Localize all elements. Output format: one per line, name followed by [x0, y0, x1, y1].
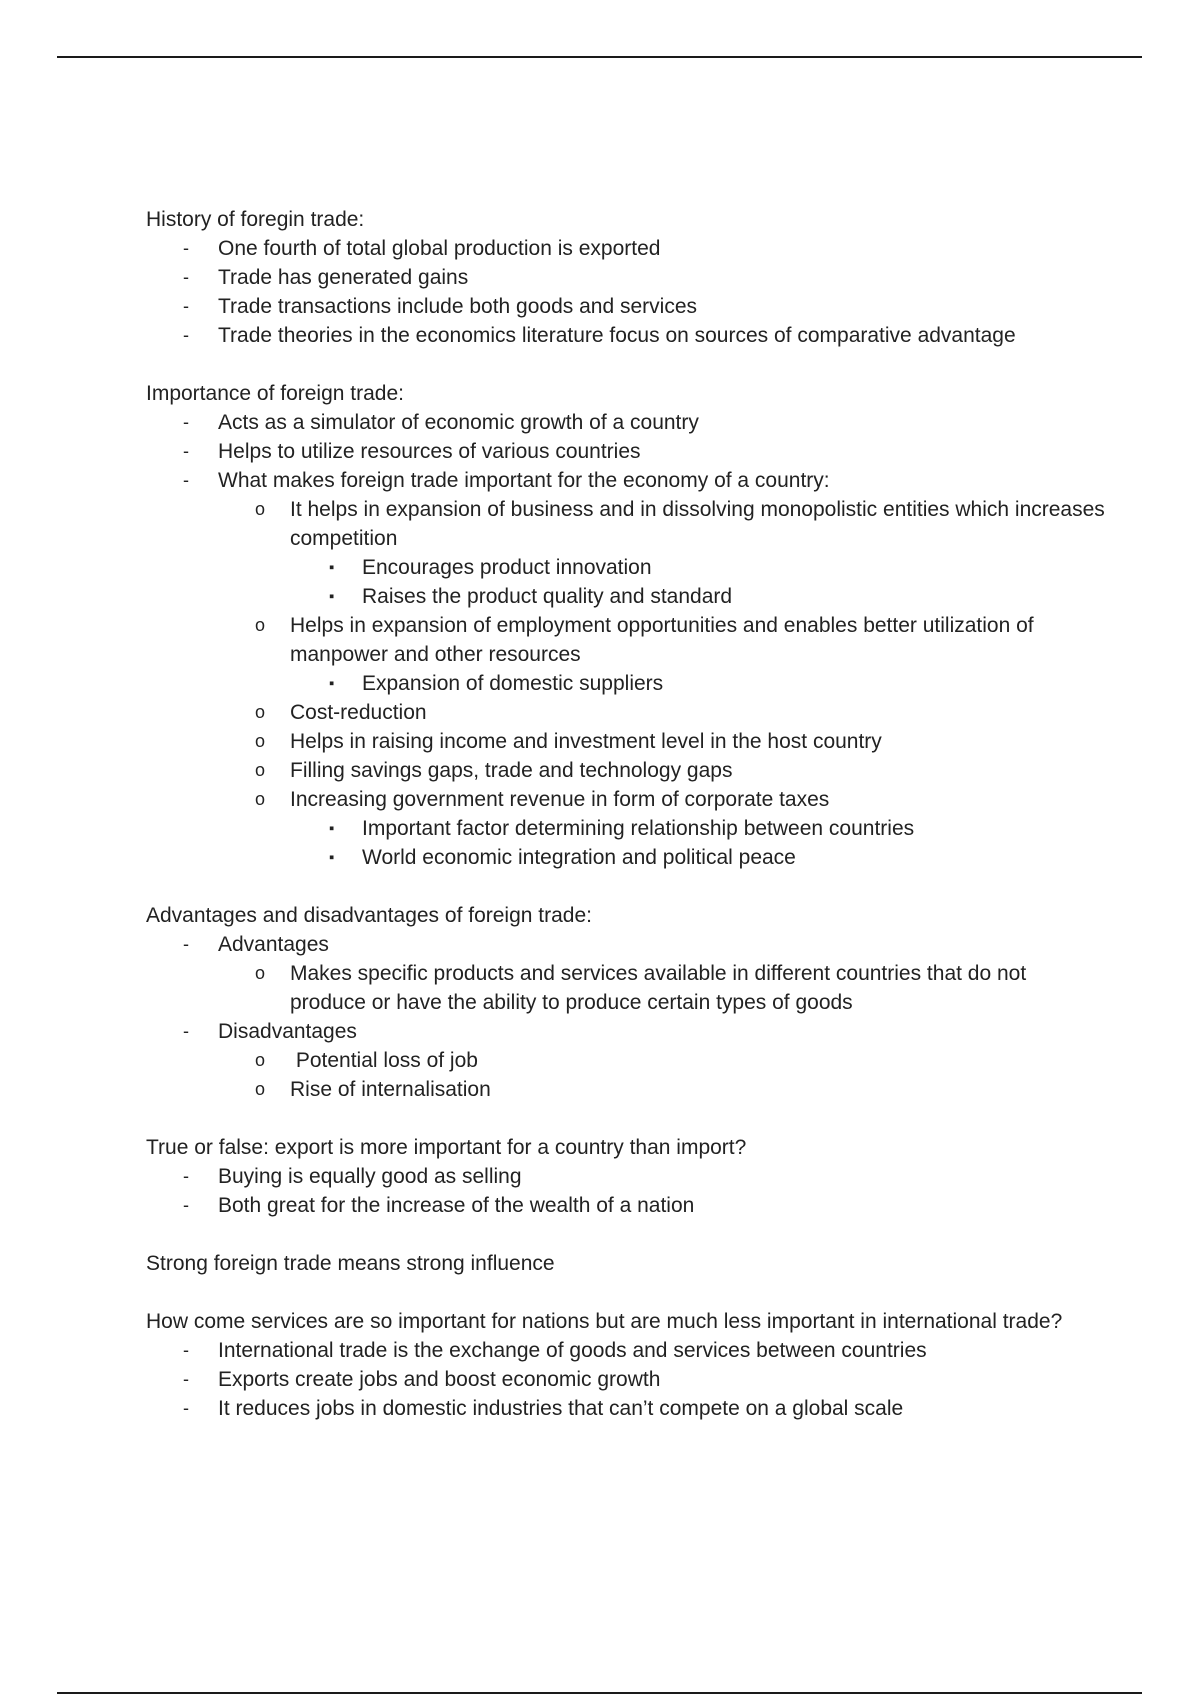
bullet-marker: ▪: [329, 559, 335, 576]
bullet-marker: o: [255, 1079, 266, 1099]
document-body: [146, 205, 1111, 1423]
bullet-marker: o: [255, 499, 266, 519]
section: [146, 379, 1111, 872]
list-item-text: Trade transactions include both goods and services: [218, 295, 698, 318]
bullet-marker: -: [183, 1166, 189, 1186]
bullet-marker: o: [255, 789, 266, 809]
list-item: [218, 495, 1111, 611]
bullet-marker: -: [183, 296, 189, 316]
list-item: [146, 437, 1106, 466]
list-item-text: Potential loss of job: [290, 1049, 478, 1072]
section: [146, 1307, 1106, 1423]
bullet-marker: -: [183, 238, 189, 258]
list-item: [290, 553, 1106, 582]
list-item-text: Buying is equally good as selling: [218, 1165, 522, 1188]
list-item-text: Trade theories in the economics literature focus on sources of comparative advantage: [218, 324, 1016, 347]
list-item: [146, 263, 1106, 292]
list-item-text: Helps to utilize resources of various countries: [218, 440, 641, 463]
list-item-text: Makes specific products and services available in different countries that do not produce or have the ability to produce certain types of goods: [290, 962, 1033, 1014]
section: [146, 1249, 1106, 1278]
list-item: [218, 959, 1106, 1017]
bullet-list-level-1: [146, 930, 1106, 1104]
bullet-list-level-2: [218, 495, 1111, 872]
list-item-text: Filling savings gaps, trade and technology gaps: [290, 759, 733, 782]
bullet-list-level-1: [146, 1336, 1106, 1423]
list-item: [146, 466, 1111, 872]
list-item-text: Helps in expansion of employment opportunities and enables better utilization of manpower and other resources: [290, 614, 1040, 666]
bullet-list-level-1: [146, 234, 1106, 350]
bottom-rule: [57, 1692, 1142, 1694]
list-item: [146, 1191, 1106, 1220]
bullet-list-level-3: [290, 669, 1106, 698]
list-item-text: Important factor determining relationship between countries: [362, 817, 915, 840]
list-item-text: Increasing government revenue in form of corporate taxes: [290, 788, 830, 811]
list-item-text: Disadvantages: [218, 1020, 357, 1043]
bullet-marker: ▪: [329, 675, 335, 692]
list-item-text: Encourages product innovation: [362, 556, 652, 579]
bullet-marker: ▪: [329, 588, 335, 605]
list-item-text: Both great for the increase of the wealth of a nation: [218, 1194, 695, 1217]
list-item: [290, 843, 1106, 872]
list-item-text: It helps in expansion of business and in dissolving monopolistic entities which increases competition: [290, 498, 1111, 550]
bullet-marker: -: [183, 1195, 189, 1215]
list-item: [218, 698, 1106, 727]
list-item-text: Helps in raising income and investment level in the host country: [290, 730, 882, 753]
bullet-list-level-2: [218, 959, 1106, 1017]
bullet-list-level-3: [290, 553, 1106, 611]
bullet-marker: o: [255, 963, 266, 983]
list-item: [218, 1075, 1106, 1104]
bullet-marker: -: [183, 934, 189, 954]
bullet-marker: o: [255, 760, 266, 780]
bullet-marker: o: [255, 615, 266, 635]
bullet-marker: -: [183, 325, 189, 345]
bullet-marker: -: [183, 1398, 189, 1418]
list-item: [218, 1046, 1106, 1075]
bullet-marker: ▪: [329, 820, 335, 837]
bullet-list-level-2: [218, 1046, 1106, 1104]
list-item: [146, 292, 1106, 321]
list-item: [218, 785, 1106, 872]
list-item-text: International trade is the exchange of goods and services between countries: [218, 1339, 927, 1362]
section: [146, 901, 1106, 1104]
bullet-marker: -: [183, 441, 189, 461]
top-rule: [57, 56, 1142, 58]
list-item: [146, 1336, 1106, 1365]
list-item-text: Exports create jobs and boost economic growth: [218, 1368, 661, 1391]
list-item: [218, 727, 1106, 756]
section-heading: How come services are so important for nations but are much less important in international trade?: [146, 1310, 1063, 1333]
bullet-marker: -: [183, 267, 189, 287]
bullet-list-level-1: [146, 408, 1111, 872]
list-item: [146, 930, 1106, 1017]
bullet-marker: -: [183, 1340, 189, 1360]
list-item-text: Trade has generated gains: [218, 266, 469, 289]
list-item: [290, 814, 1106, 843]
section: [146, 1133, 1106, 1220]
section-heading: Strong foreign trade means strong influence: [146, 1252, 555, 1275]
list-item: [218, 611, 1106, 698]
list-item-text: Acts as a simulator of economic growth of a country: [218, 411, 699, 434]
list-item: [146, 1162, 1106, 1191]
bullet-marker: o: [255, 702, 266, 722]
bullet-list-level-1: [146, 1162, 1106, 1220]
list-item-text: What makes foreign trade important for the economy of a country:: [218, 469, 830, 492]
list-item: [146, 408, 1106, 437]
list-item: [290, 669, 1106, 698]
bullet-marker: o: [255, 1050, 266, 1070]
list-item: [146, 1017, 1106, 1104]
list-item-text: It reduces jobs in domestic industries that can’t compete on a global scale: [218, 1397, 904, 1420]
list-item-text: Rise of internalisation: [290, 1078, 491, 1101]
list-item-text: Advantages: [218, 933, 329, 956]
bullet-marker: o: [255, 731, 266, 751]
list-item: [146, 234, 1106, 263]
list-item-text: World economic integration and political peace: [362, 846, 796, 869]
section: [146, 205, 1106, 350]
bullet-marker: -: [183, 470, 189, 490]
list-item-text: Cost-reduction: [290, 701, 427, 724]
list-item-text: One fourth of total global production is exported: [218, 237, 661, 260]
bullet-marker: -: [183, 1369, 189, 1389]
bullet-marker: ▪: [329, 849, 335, 866]
list-item-text: Raises the product quality and standard: [362, 585, 733, 608]
list-item: [146, 1394, 1106, 1423]
section-heading: Importance of foreign trade:: [146, 382, 404, 405]
section-heading: History of foregin trade:: [146, 208, 365, 231]
list-item: [146, 321, 1106, 350]
bullet-marker: -: [183, 412, 189, 432]
list-item-text: Expansion of domestic suppliers: [362, 672, 664, 695]
bullet-marker: -: [183, 1021, 189, 1041]
list-item: [290, 582, 1106, 611]
list-item: [146, 1365, 1106, 1394]
bullet-list-level-3: [290, 814, 1106, 872]
list-item: [218, 756, 1106, 785]
section-heading: True or false: export is more important for a country than import?: [146, 1136, 747, 1159]
section-heading: Advantages and disadvantages of foreign trade:: [146, 904, 592, 927]
